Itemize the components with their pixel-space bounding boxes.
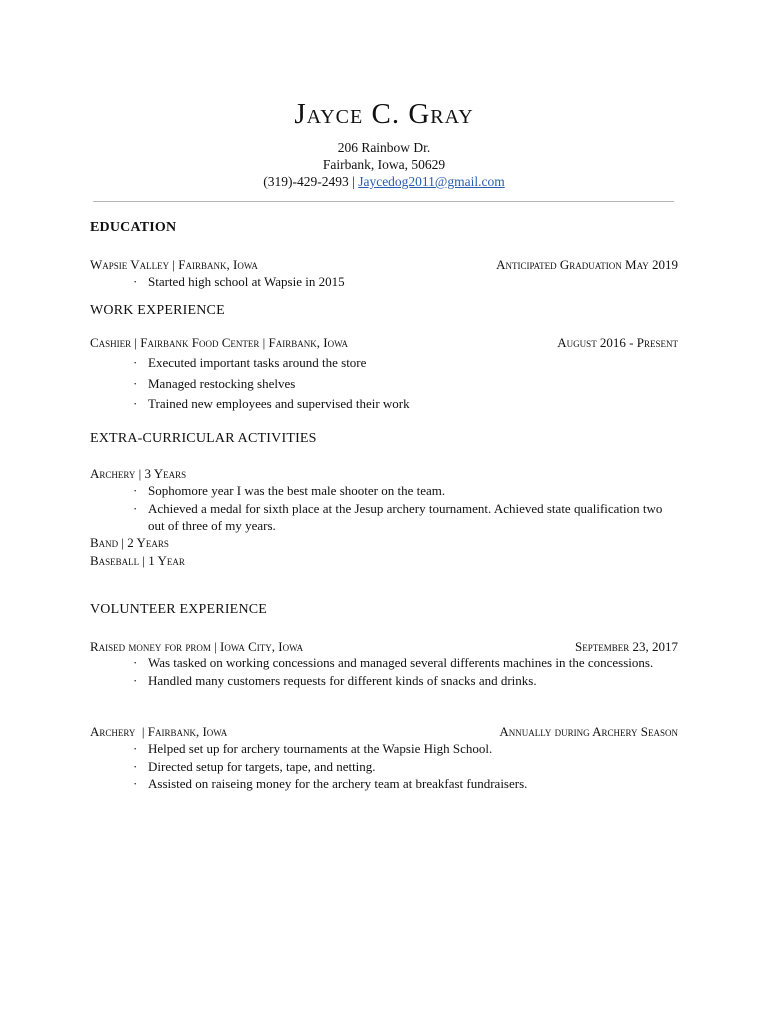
bullet-icon: ·: [133, 758, 138, 774]
education-school: Wapsie Valley | Fairbank, Iowa: [90, 257, 258, 272]
section-title-activities: EXTRA-CURRICULAR ACTIVITIES: [90, 431, 317, 446]
activity-archery-bullets: [133, 482, 678, 535]
bullet-icon: ·: [133, 483, 138, 498]
work-position: Cashier | Fairbank Food Center | Fairbank, Iowa: [90, 335, 349, 350]
section-title-volunteer: VOLUNTEER EXPERIENCE: [90, 602, 268, 617]
header-divider: [93, 201, 674, 202]
resume-name: Jayce C. Gray: [294, 98, 474, 130]
bullet-icon: ·: [133, 500, 138, 516]
list-item: · Managed restocking shelves: [133, 375, 296, 391]
list-item: · Helped set up for archery tournaments at the Wapsie High School.: [133, 741, 493, 756]
bullet-icon: ·: [133, 375, 138, 391]
education-bullets: [133, 273, 678, 291]
bullet-icon: ·: [133, 672, 138, 688]
list-item: · Directed setup for targets, tape, and netting.: [133, 758, 376, 774]
section-title-education: EDUCATION: [90, 220, 177, 235]
activity-band: Band | 2 Years: [90, 535, 169, 550]
volunteer-archery-date: Annually during Archery Season: [499, 724, 678, 739]
bullet-icon: ·: [133, 396, 138, 411]
list-item: · Handled many customers requests for different kinds of snacks and drinks.: [133, 672, 537, 688]
list-item: · Executed important tasks around the store: [133, 355, 367, 370]
activity-archery: Archery | 3 Years: [90, 466, 187, 481]
bullet-icon: ·: [133, 776, 138, 791]
list-item: · Was tasked on working concessions and managed several differents machines in the concessions.: [133, 655, 654, 670]
work-bullets: [133, 354, 678, 416]
volunteer-archery-title: Archery | Fairbank, Iowa: [90, 724, 228, 739]
address-line-1: 206 Rainbow Dr.: [337, 140, 431, 155]
address-line-2: Fairbank, Iowa, 50629: [322, 157, 446, 172]
bullet-icon: ·: [133, 355, 138, 370]
bullet-icon: ·: [133, 274, 138, 289]
email-link[interactable]: Jaycedog2011@gmail.com: [358, 174, 505, 189]
education-date: Anticipated Graduation May 2019: [496, 257, 678, 272]
list-item: · Started high school at Wapsie in 2015: [133, 274, 345, 289]
bullet-icon: ·: [133, 655, 138, 670]
activity-baseball: Baseball | 1 Year: [90, 553, 185, 568]
section-title-work: WORK EXPERIENCE: [90, 303, 225, 318]
contact-separator: |: [352, 174, 355, 189]
phone-number: (319)-429-2493: [263, 174, 349, 189]
list-item: · Sophomore year I was the best male shooter on the team.: [133, 483, 446, 498]
list-item: · Assisted on raiseing money for the archery team at breakfast fundraisers.: [133, 776, 528, 791]
bullet-icon: ·: [133, 741, 138, 756]
volunteer-prom-date: September 23, 2017: [575, 639, 678, 654]
work-date: August 2016 - Present: [557, 335, 678, 350]
volunteer-prom-bullets: [133, 654, 678, 689]
volunteer-prom-title: Raised money for prom | Iowa City, Iowa: [90, 639, 304, 654]
contact-line: [0, 173, 768, 190]
volunteer-archery-bullets: [133, 740, 678, 793]
list-item: · Trained new employees and supervised their work: [133, 396, 410, 411]
list-item: · Achieved a medal for sixth place at the Jesup archery tournament. Achieved state qualification two out of three of my years.: [133, 500, 663, 533]
